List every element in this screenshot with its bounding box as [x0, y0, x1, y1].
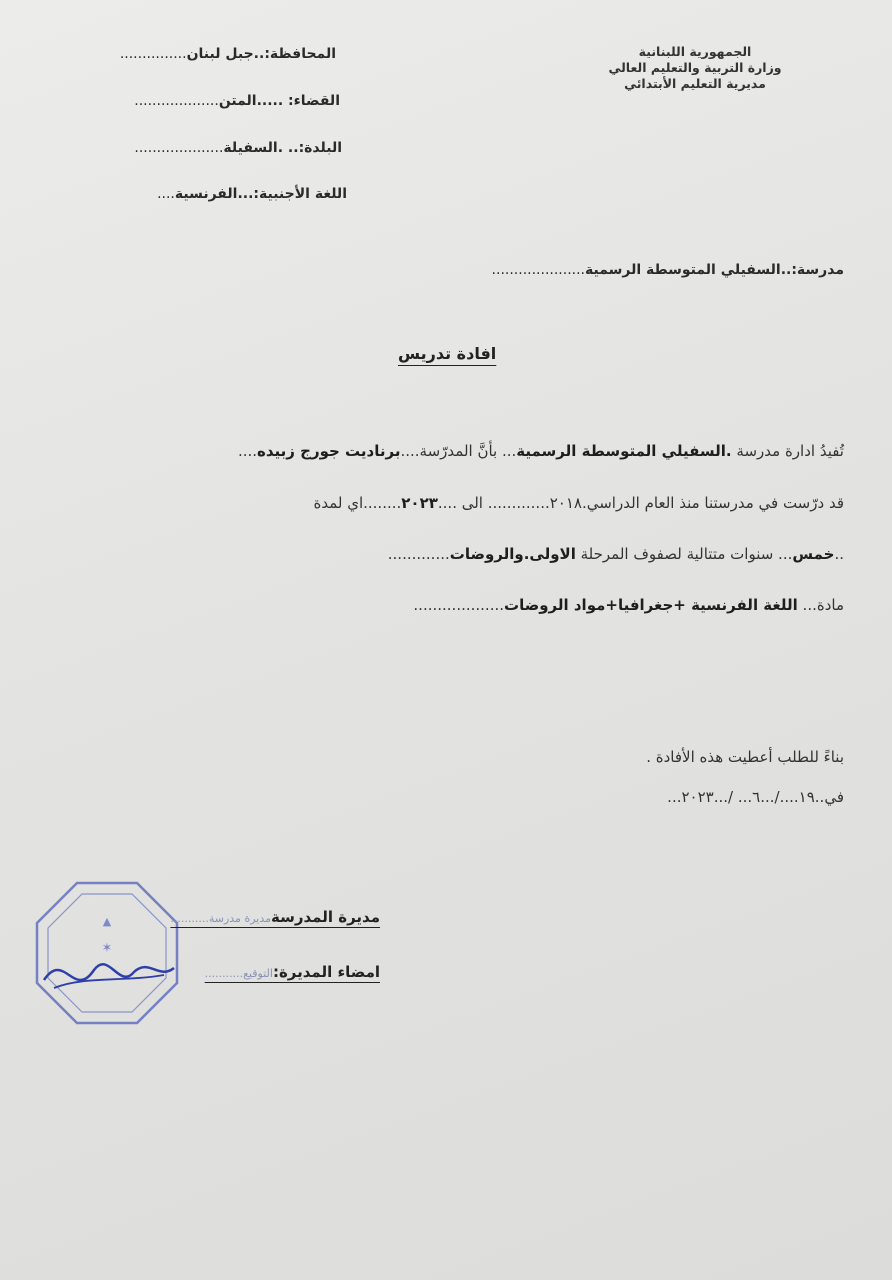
closing-statement: بناءً للطلب أعطيت هذه الأفادة . — [646, 748, 844, 766]
school-name: مدرسة:..السفيلي المتوسطة الرسمية..................... — [491, 262, 844, 278]
field-town: البلدة:.. .السفيلة.................... — [134, 140, 342, 156]
header-line-republic: الجمهورية اللبنانية — [638, 44, 752, 59]
official-stamp — [34, 880, 180, 1026]
issue-date: في..١٩..../...٦... /...٢٠٢٣... — [667, 788, 844, 806]
body-line-4: مادة... اللغة الفرنسية +جغرافيا+مواد الروضات................... — [413, 596, 844, 614]
body-line-2: قد درّست في مدرستنا منذ العام الدراسي.٢٠١٨............. الى ....٢٠٢٣........اي لمدة — [313, 494, 844, 512]
director-signature-label: امضاء المديرة:التوقيع........... — [204, 963, 380, 981]
header-line-ministry: وزارة التربية والتعليم العالي — [608, 60, 782, 75]
header-line-directorate: مديرية التعليم الأبتدائي — [624, 76, 766, 91]
svg-text:▲: ▲ — [102, 915, 112, 928]
body-line-3: ..خمس... سنوات متتالية لصفوف المرحلة الاولى.والروضات............. — [387, 545, 844, 563]
body-line-1: تُفيدُ ادارة مدرسة .السفيلي المتوسطة الرسمية... بأنَّ المدرّسة....برناديت جورج زبيده.... — [237, 442, 844, 460]
field-foreign-language: اللغة الأجنبية:...الفرنسية.... — [157, 186, 347, 202]
field-district: القضاء: .....المتن................... — [134, 93, 340, 109]
director-label: مديرة المدرسةمديرة مدرسة........... — [170, 908, 380, 926]
svg-text:✶: ✶ — [101, 941, 113, 956]
field-governorate: المحافظة:..جبل لبنان............... — [119, 46, 336, 62]
document-title: افادة تدريس — [398, 344, 497, 363]
ministry-header — [560, 44, 830, 92]
